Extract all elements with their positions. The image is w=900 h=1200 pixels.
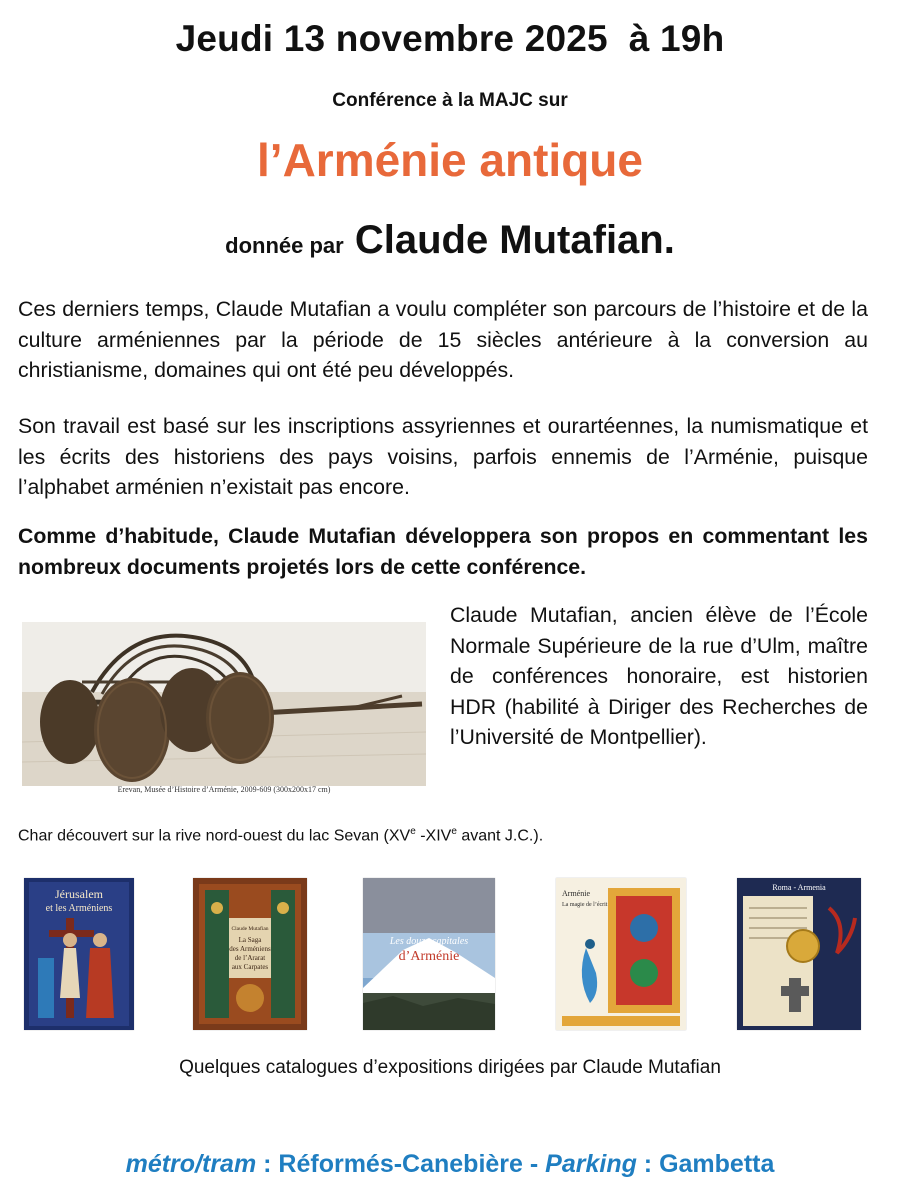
svg-text:d’Arménie: d’Arménie [398, 949, 460, 964]
speaker-byline [0, 218, 900, 263]
event-title: l’Arménie antique [257, 134, 643, 186]
svg-text:et les Arméniens: et les Arméniens [45, 903, 113, 914]
svg-text:Roma - Armenia: Roma - Armenia [772, 883, 826, 892]
book-cover-jerusalem [24, 878, 134, 1030]
svg-text:Jérusalem: Jérusalem [55, 887, 103, 901]
event-date: Jeudi 13 novembre 2025 à 19h [175, 18, 725, 59]
cart-photo [22, 622, 426, 786]
book-cover-roma [737, 878, 861, 1030]
photo-credit: Erevan, Musée d’Histoire d’Arménie, 2009-609 (300x200x17 cm) [117, 785, 331, 794]
speaker-bio: Claude Mutafian, ancien élève de l’École Normale Supérieure de la rue d’Ulm, maître de conférences honoraire, est historien HDR (habilité à Diriger des Recherches de l’Université de Montpellier). [450, 603, 868, 749]
access-info: métro/tram : Réformés-Canebière - Parking : Gambetta [125, 1150, 775, 1178]
transport-stop: Réformés-Canebière [278, 1150, 523, 1178]
svg-text:de l’Ararat: de l’Ararat [234, 954, 266, 962]
book-cover-magie [556, 878, 686, 1030]
paragraph-documents: Comme d’habitude, Claude Mutafian développera son propos en commentant les nombreux documents projetés lors de cette conférence. [18, 524, 868, 579]
event-subtitle: Conférence à la MAJC sur [332, 90, 568, 111]
book-cover-saga [193, 878, 307, 1030]
svg-text:La magie de l’écrit: La magie de l’écrit [562, 902, 608, 908]
paragraph-intro: Ces derniers temps, Claude Mutafian a voulu compléter son parcours de l’histoire et de la culture arméniennes par la période de 15 siècles antérieure à la conversion au christianisme, domaines qui ont été peu développés. [18, 297, 868, 382]
svg-text:Arménie: Arménie [562, 889, 590, 898]
parking-location: Gambetta [659, 1150, 775, 1178]
transport-label: métro/tram [125, 1150, 257, 1178]
byline-prefix: donnée par [225, 233, 344, 258]
photo-caption: Char découvert sur la rive nord-ouest du lac Sevan (XVe -XIVe avant J.C.). [18, 826, 544, 845]
paragraph-sources: Son travail est basé sur les inscriptions assyriennes et ourartéennes, la numismatique et les écrits des historiens des pays voisins, parfois ennemis de l’Arménie, puisque l’alphabet arménien n’existait pas encore. [18, 414, 868, 499]
book-cover-capitales [363, 878, 495, 1030]
svg-text:aux Carpates: aux Carpates [231, 963, 269, 971]
parking-label: Parking [545, 1150, 637, 1178]
svg-text:des Arméniens: des Arméniens [229, 945, 271, 953]
svg-text:Claude Mutafian: Claude Mutafian [231, 926, 269, 932]
svg-text:La Saga: La Saga [238, 936, 262, 944]
books-caption: Quelques catalogues d’expositions dirigées par Claude Mutafian [179, 1057, 721, 1078]
svg-text:Les douze capitales: Les douze capitales [389, 936, 469, 947]
speaker-name: Claude Mutafian. [354, 218, 675, 262]
